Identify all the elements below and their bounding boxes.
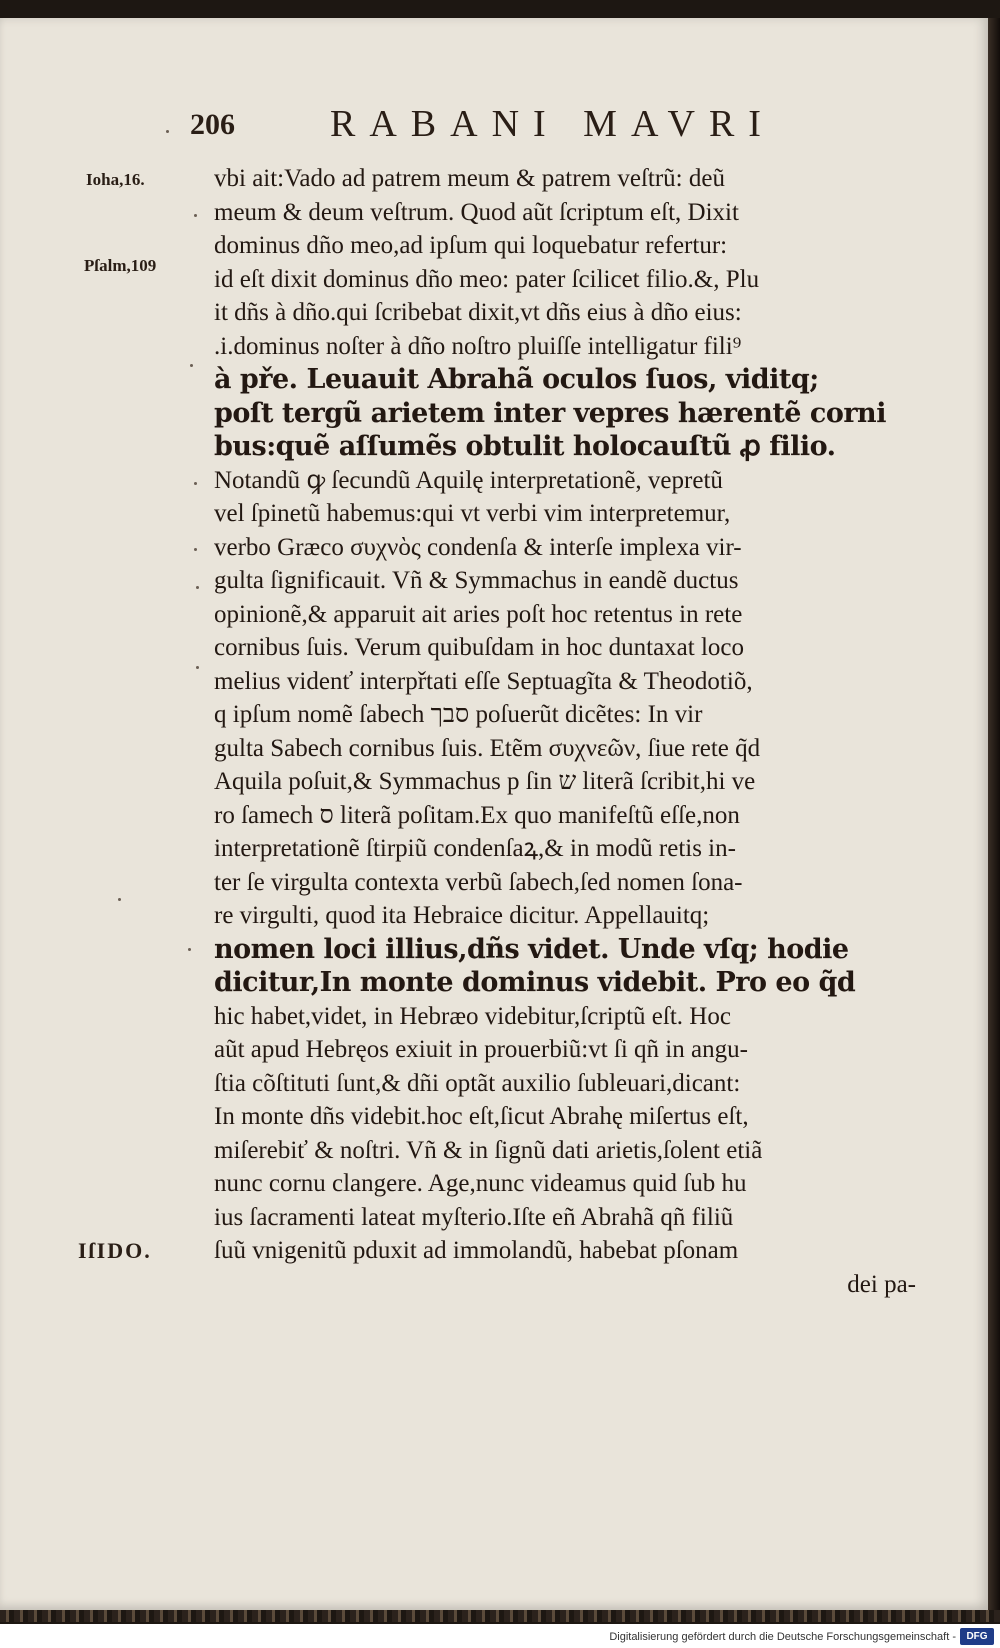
text-line: cornibus ſuis. Verum quibuſdam in hoc duntaxat loco [214,634,745,661]
dfg-logo: DFG [960,1628,994,1645]
text-line: poſt tergũ arietem inter vepres hærentẽ corni [214,397,886,429]
text-line: nunc cornu clangere. Age,nunc videamus quid ſub hu [214,1170,747,1197]
text-line: gulta ſignificauit. Vñ & Symmachus in eandẽ ductus [214,567,739,594]
text-line: vbi ait:Vado ad patrem meum & patrem veſtrũ: deũ [214,165,725,192]
text-line: bus:quẽ aſſumẽs obtulit holocauſtũ ꝓ filio. [214,431,836,462]
ink-speck [166,130,169,133]
book-edge-band [0,1610,1000,1622]
text-line: aũt apud Hebręos exiuit in prouerbiũ:vt ſi qñ in angu- [214,1036,748,1063]
ink-speck [196,586,199,589]
text-line: hic habet,videt, in Hebræo videbitur,ſcriptũ eſt. Hoc [214,1002,731,1030]
ink-speck [118,898,121,901]
text-line: re virgulti, quod ita Hebraice dicitur. Appellauitq; [214,902,710,929]
text-line: dominus dño meo,ad ipſum qui loquebatur refertur: [214,232,728,259]
text-line: dicitur,In monte dominus videbit. Pro eo q̃d [214,967,856,998]
text-line: interpretationẽ ſtirpiũ condenſaꝝ,& in modũ retis in- [214,835,736,862]
text-line: dei pa- [847,1270,916,1298]
text-line: miſerebiť & noſtri. Vñ & in ſignũ dati arietis,ſolent etiã [214,1136,763,1164]
ink-speck [194,482,197,485]
text-line: ter ſe virgulta contexta verbũ ſabech,ſed nomen ſona- [214,868,743,896]
text-line: à pře. Leuauit Abrahã oculos ſuos, viditq; [214,364,819,395]
text-line: verbo Græco συχνὸς condenſa & interſe implexa vir- [214,533,742,561]
margin-note-psalm: Pſalm,109 [84,256,157,275]
text-line: ſuũ vnigenitũ pduxit ad immolandũ, habebat pſonam [214,1237,739,1264]
text-line: In monte dñs videbit.hoc eſt,ſicut Abrahę miſertus eſt, [214,1103,749,1130]
text-line: gulta Sabech cornibus ſuis. Etẽm συχνεῶν, ſiue rete q̃d [214,734,761,762]
text-line: q ipſum nomẽ ſabech סבך poſuerũt dicẽtes: In vir [214,701,703,728]
page-header [190,100,890,150]
text-line: opinionẽ,& apparuit ait aries poſt hoc retentus in rete [214,600,743,628]
text-line: id eſt dixit dominus dño meo: pater ſcilicet filio.&, Plu [214,265,760,293]
text-line: Notandũ ꝙ ſecundũ Aquilę interpretationẽ, vepretũ [214,466,723,494]
ink-speck [194,214,197,217]
text-line: ius ſacramenti lateat myſterio.Iſte eñ Abrahã qñ filiũ [214,1203,734,1231]
margin-note-isidore: IſIDO. [78,1238,152,1263]
text-line: vel ſpinetũ habemus:qui vt verbi vim interpretemur, [214,500,731,527]
digitization-credit: Digitalisierung gefördert durch die Deutsche Forschungsgemeinschaft - [609,1631,956,1643]
margin-note-john: Ioha,16. [86,170,145,189]
ink-speck [196,666,199,669]
text-line: Aquila poſuit,& Symmachus p ſin ש literã ſcribit,hi ve [214,768,756,795]
body-text [214,162,956,1301]
text-line: .i.dominus noſter à dño noſtro pluiſſe intelligatur fili⁹ [214,332,742,360]
text-line: meum & deum veſtrum. Quod aũt ſcriptum eſt, Dixit [214,198,739,226]
ink-speck [190,364,193,367]
ink-speck [194,548,197,551]
running-title: RABANI MAVRI [330,103,775,145]
ink-speck [188,948,191,951]
text-line: melius videnť interpřtati eſſe Septuagĩta & Theodotiõ, [214,667,753,695]
text-line: it dñs à dño.qui ſcribebat dixit,vt dñs eius à dño eius: [214,299,742,326]
page-number: 206 [190,108,235,141]
page-edge [988,18,1000,1610]
text-line: ſtia cõſtituti ſunt,& dñi optãt auxilio ſubleuari,dicant: [214,1069,741,1097]
text-line: nomen loci illius,dñs videt. Unde vſq; hodie [214,933,849,965]
text-line: ro ſamech ס literã poſitam.Ex quo manifeſtũ eſſe,non [214,801,740,829]
